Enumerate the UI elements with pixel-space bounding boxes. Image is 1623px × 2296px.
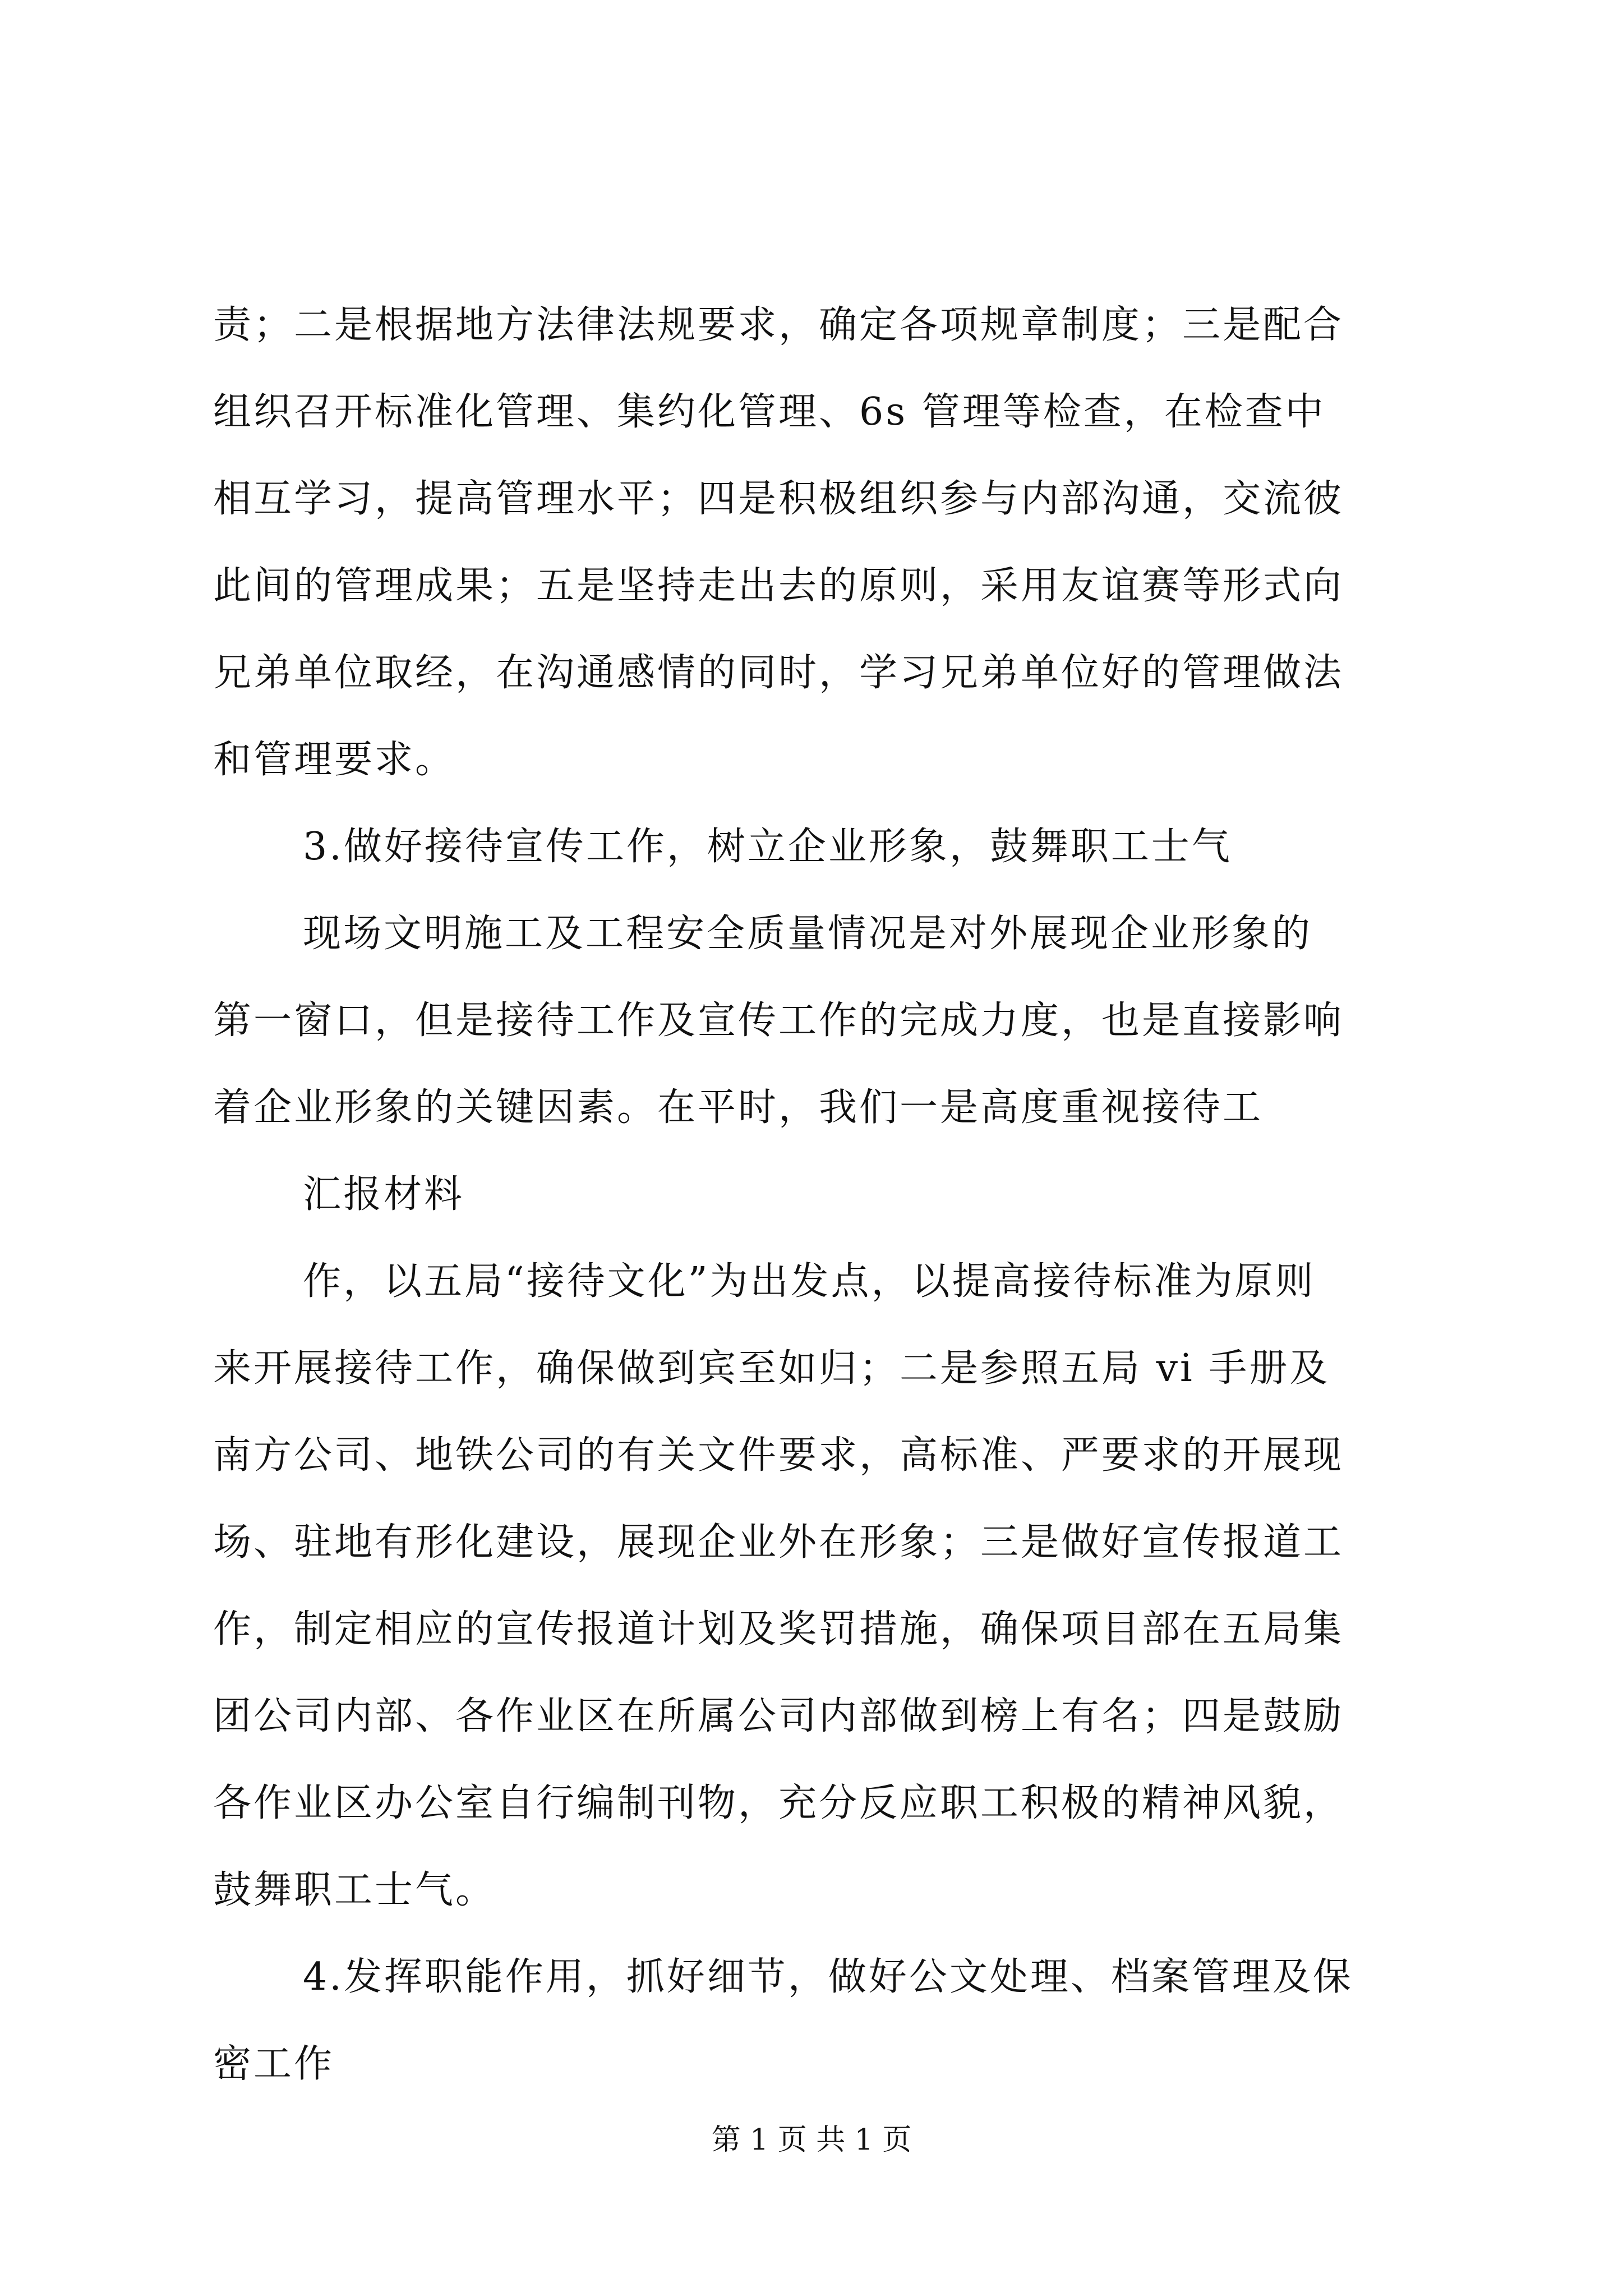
page-footer: 第 1 页 共 1 页 — [711, 2123, 912, 2157]
text-line: 现场文明施工及工程安全质量情况是对外展现企业形象的 — [303, 912, 1313, 956]
text-line: 南方公司、地铁公司的有关文件要求，高标准、严要求的开展现 — [213, 1433, 1344, 1478]
text-line: 此间的管理成果；五是坚持走出去的原则，采用友谊赛等形式向 — [213, 564, 1344, 608]
report-label: 汇报材料 — [303, 1172, 465, 1217]
text-line: 兄弟单位取经，在沟通感情的同时，学习兄弟单位好的管理做法 — [213, 651, 1344, 695]
text-line: 鼓舞职工士气。 — [213, 1868, 496, 1912]
text-line: 各作业区办公室自行编制刊物，充分反应职工积极的精神风貌， — [213, 1781, 1344, 1825]
text-line: 密工作 — [213, 2042, 335, 2086]
text-line: 第一窗口，但是接待工作及宣传工作的完成力度，也是直接影响 — [213, 999, 1344, 1043]
text-line: 场、驻地有形化建设，展现企业外在形象；三是做好宣传报道工 — [213, 1520, 1344, 1565]
text-line: 作，以五局“接待文化”为出发点，以提高接待标准为原则 — [303, 1259, 1316, 1304]
text-line: 责；二是根据地方法律法规要求，确定各项规章制度；三是配合 — [213, 303, 1344, 347]
section-heading: 4.发挥职能作用，抓好细节，做好公文处理、档案管理及保 — [303, 1955, 1353, 1999]
text-line: 组织召开标准化管理、集约化管理、6s 管理等检查，在检查中 — [213, 390, 1326, 434]
section-heading: 3.做好接待宣传工作，树立企业形象，鼓舞职工士气 — [303, 825, 1232, 869]
text-line: 和管理要求。 — [213, 738, 456, 782]
text-line: 着企业形象的关键因素。在平时，我们一是高度重视接待工 — [213, 1085, 1264, 1130]
text-line: 来开展接待工作，确保做到宾至如归；二是参照五局 vi 手册及 — [213, 1346, 1330, 1391]
text-line: 作，制定相应的宣传报道计划及奖罚措施，确保项目部在五局集 — [213, 1607, 1344, 1651]
text-line: 团公司内部、各作业区在所属公司内部做到榜上有名；四是鼓励 — [213, 1694, 1344, 1738]
text-line: 相互学习，提高管理水平；四是积极组织参与内部沟通，交流彼 — [213, 477, 1344, 521]
